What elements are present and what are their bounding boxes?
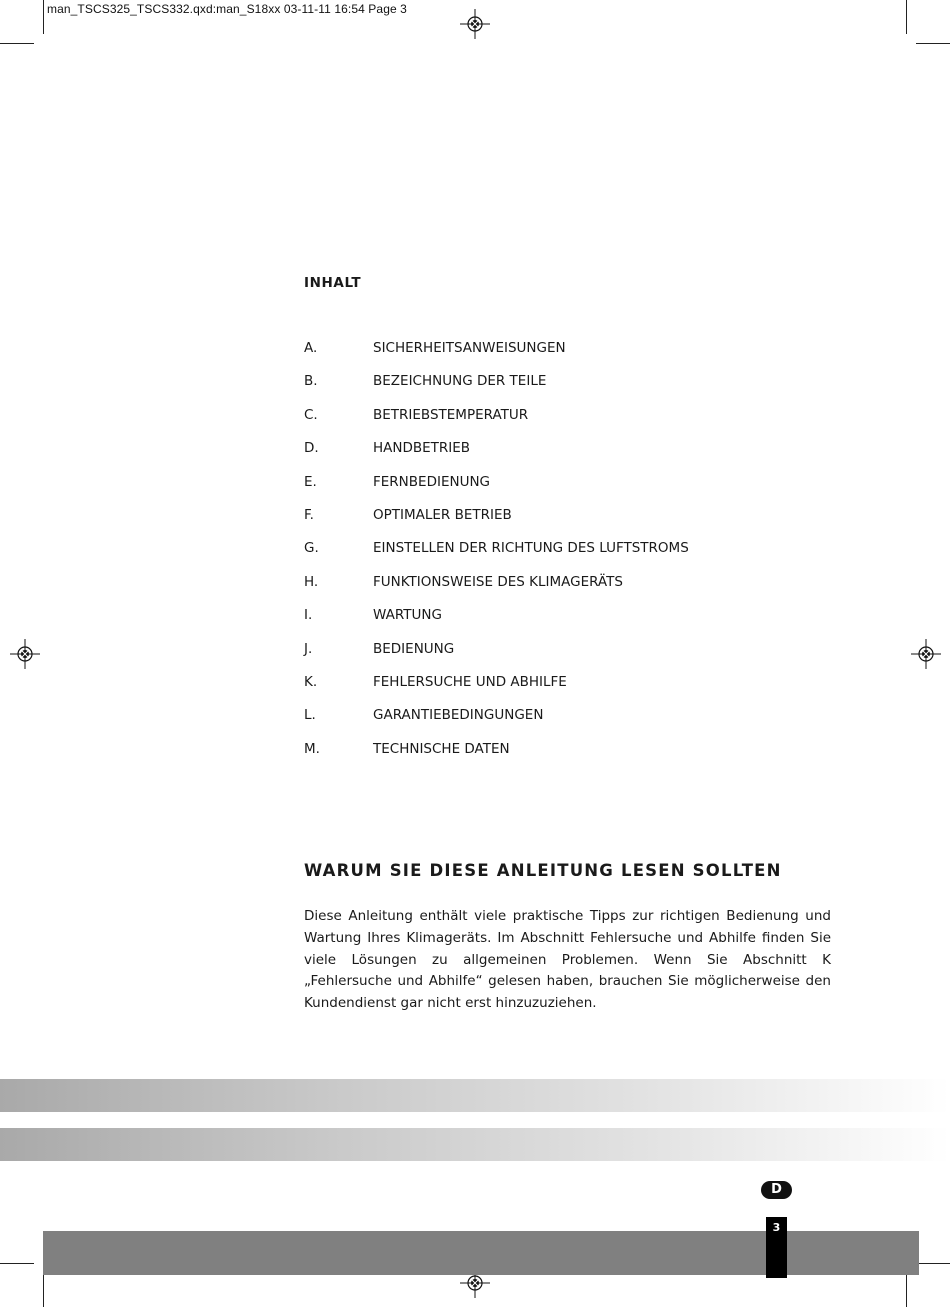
toc-item <box>304 574 804 607</box>
toc-item <box>304 674 804 707</box>
toc-item <box>304 741 804 774</box>
crop-mark-bottom-left-h <box>0 1263 34 1264</box>
toc-item-letter: D. <box>304 440 319 457</box>
crop-mark-bottom-right-h <box>916 1263 950 1264</box>
toc-item-letter: I. <box>304 607 313 624</box>
toc-item <box>304 607 804 640</box>
section-body-paragraph: Diese Anleitung enthält viele praktische Tipps zur richtigen Bedienung und Wartung Ihres Klimageräts. Im Abschnitt Fehlersuche und Abhilfe finden Sie viele Lösungen zu allgemeinen Problemen. Wenn Sie Abschnitt K „Fehlersuche und Abhilfe“ gelesen haben, brauchen Sie möglicherweise den Kundendienst gar nicht erst hinzuzuziehen. <box>304 908 831 1012</box>
toc-item-letter: A. <box>304 340 318 356</box>
toc-item-title: SICHERHEITSANWEISUNGEN <box>373 340 566 356</box>
toc-list <box>304 340 804 774</box>
registration-mark-right-icon <box>911 639 941 669</box>
crop-mark-top-left-h <box>0 43 34 44</box>
registration-mark-left-icon <box>10 639 40 669</box>
toc-item-title: TECHNISCHE DATEN <box>373 740 510 757</box>
decorative-band-upper <box>0 1079 950 1112</box>
language-badge: D <box>761 1181 792 1199</box>
toc-item-title: HANDBETRIEB <box>373 440 471 457</box>
toc-item-title: WARTUNG <box>373 607 442 624</box>
toc-item-title: OPTIMALER BETRIEB <box>373 506 512 523</box>
toc-item-letter: L. <box>304 707 316 724</box>
footer-bar <box>43 1231 919 1275</box>
toc-item <box>304 440 804 473</box>
crop-mark-bottom-left-v <box>43 1273 44 1307</box>
toc-item-title: GARANTIEBEDINGUNGEN <box>373 707 544 724</box>
registration-mark-top-icon <box>460 9 490 39</box>
toc-item <box>304 474 804 507</box>
toc-item <box>304 507 804 540</box>
toc-item-letter: G. <box>304 540 319 557</box>
crop-mark-top-right-h <box>916 43 950 44</box>
toc-item-title: FUNKTIONSWEISE DES KLIMAGERÄTS <box>373 573 623 590</box>
toc-item-title: FEHLERSUCHE UND ABHILFE <box>373 673 567 690</box>
toc-item-letter: J. <box>304 640 313 657</box>
crop-mark-top-left-v <box>43 0 44 34</box>
section-heading: WARUM SIE DIESE ANLEITUNG LESEN SOLLTEN <box>304 861 782 880</box>
toc-item-letter: M. <box>304 740 320 757</box>
toc-item <box>304 373 804 406</box>
decorative-band-lower <box>0 1128 950 1161</box>
toc-item <box>304 540 804 573</box>
page-number-tab: 3 <box>766 1217 787 1278</box>
toc-item-title: BETRIEBSTEMPERATUR <box>373 406 529 423</box>
crop-mark-bottom-right-v <box>906 1273 907 1307</box>
toc-item-title: BEZEICHNUNG DER TEILE <box>373 373 547 390</box>
toc-item <box>304 407 804 440</box>
toc-item-letter: C. <box>304 406 318 423</box>
toc-item-title: EINSTELLEN DER RICHTUNG DES LUFTSTROMS <box>373 540 689 557</box>
toc-item <box>304 340 804 373</box>
toc-item-letter: E. <box>304 473 317 490</box>
crop-mark-top-right-v <box>906 0 907 34</box>
toc-item-letter: F. <box>304 506 314 523</box>
toc-heading: INHALT <box>304 275 362 291</box>
toc-item-letter: B. <box>304 373 318 390</box>
toc-item <box>304 707 804 740</box>
toc-item-letter: H. <box>304 573 319 590</box>
toc-item <box>304 641 804 674</box>
toc-item-title: BEDIENUNG <box>373 640 455 657</box>
toc-item-title: FERNBEDIENUNG <box>373 473 491 490</box>
print-slug-line: man_TSCS325_TSCS332.qxd:man_S18xx 03-11-11 16:54 Page 3 <box>47 2 407 16</box>
toc-item-letter: K. <box>304 673 318 690</box>
